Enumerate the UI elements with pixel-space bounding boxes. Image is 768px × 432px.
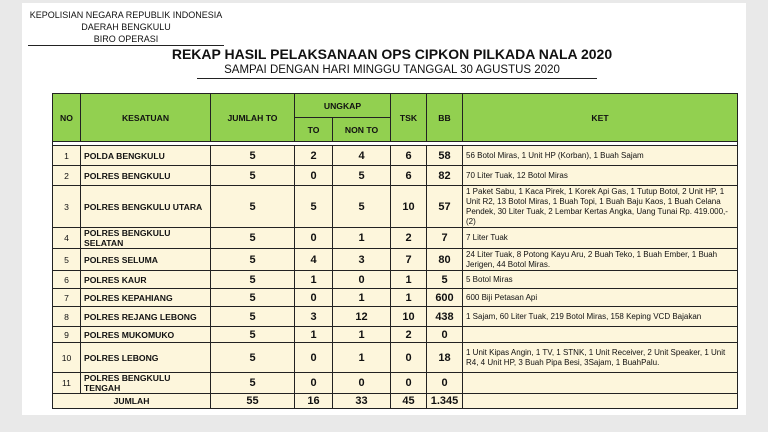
cell-tsk: 0 bbox=[391, 373, 427, 394]
cell-ket: 600 Biji Petasan Api bbox=[463, 289, 738, 307]
cell-non-to: 5 bbox=[333, 166, 391, 186]
document-title: REKAP HASIL PELAKSANAAN OPS CIPKON PILKADA NALA 2020 bbox=[171, 46, 613, 62]
org-line-2: DAERAH BENGKULU bbox=[81, 22, 171, 32]
table-row bbox=[53, 146, 738, 166]
cell-to: 0 bbox=[295, 343, 333, 373]
organization-header bbox=[28, 9, 224, 46]
total-bb: 1.345 bbox=[427, 394, 463, 409]
cell-non-to: 1 bbox=[333, 343, 391, 373]
cell-to: 0 bbox=[295, 228, 333, 249]
cell-kesatuan: POLRES LEBONG bbox=[81, 343, 211, 373]
total-tsk: 45 bbox=[391, 394, 427, 409]
cell-no: 10 bbox=[53, 343, 81, 373]
cell-tsk: 2 bbox=[391, 228, 427, 249]
cell-non-to: 5 bbox=[333, 186, 391, 228]
cell-no: 2 bbox=[53, 166, 81, 186]
cell-no: 7 bbox=[53, 289, 81, 307]
cell-non-to: 1 bbox=[333, 228, 391, 249]
cell-no: 8 bbox=[53, 307, 81, 327]
cell-jumlah-to: 5 bbox=[211, 228, 295, 249]
cell-ket: 1 Unit Kipas Angin, 1 TV, 1 STNK, 1 Unit Receiver, 2 Unit Speaker, 1 Unit R4, 4 Unit HP, 3 Buah Pipa Besi, 3Sajam, 1 BuahPalu. bbox=[463, 343, 738, 373]
cell-bb: 0 bbox=[427, 373, 463, 394]
cell-no: 9 bbox=[53, 327, 81, 343]
header-jumlah-to: JUMLAH TO bbox=[211, 94, 295, 142]
cell-bb: 5 bbox=[427, 271, 463, 289]
document-subtitle: SAMPAI DENGAN HARI MINGGU TANGGAL 30 AGUSTUS 2020 bbox=[224, 64, 560, 76]
cell-jumlah-to: 5 bbox=[211, 249, 295, 271]
cell-non-to: 12 bbox=[333, 307, 391, 327]
total-to: 16 bbox=[295, 394, 333, 409]
header-ungkap: UNGKAP bbox=[295, 94, 391, 118]
cell-tsk: 6 bbox=[391, 146, 427, 166]
cell-no: 1 bbox=[53, 146, 81, 166]
cell-bb: 0 bbox=[427, 327, 463, 343]
cell-kesatuan: POLRES KEPAHIANG bbox=[81, 289, 211, 307]
cell-non-to: 1 bbox=[333, 327, 391, 343]
cell-jumlah-to: 5 bbox=[211, 373, 295, 394]
header-non-to: NON TO bbox=[333, 118, 391, 142]
table-body bbox=[53, 142, 738, 394]
cell-kesatuan: POLRES BENGKULU UTARA bbox=[81, 186, 211, 228]
cell-ket: 1 Paket Sabu, 1 Kaca Pirek, 1 Korek Api Gas, 1 Tutup Botol, 2 Unit HP, 1 Unit R2, 13 Botol Miras, 1 Buah Topi, 1 Buah Baju Kaos, 1 Buah Celana Pendek, 30 Liter Tuak, 2 Lembar Kertas Angka, Uang Tunai Rp. 419.000,- (2) bbox=[463, 186, 738, 228]
cell-bb: 58 bbox=[427, 146, 463, 166]
cell-jumlah-to: 5 bbox=[211, 289, 295, 307]
cell-to: 1 bbox=[295, 327, 333, 343]
subtitle-underline bbox=[197, 78, 597, 79]
cell-tsk: 6 bbox=[391, 166, 427, 186]
cell-ket bbox=[463, 373, 738, 394]
cell-kesatuan: POLRES REJANG LEBONG bbox=[81, 307, 211, 327]
total-row bbox=[53, 394, 738, 409]
cell-kesatuan: POLRES BENGKULU SELATAN bbox=[81, 228, 211, 249]
cell-bb: 80 bbox=[427, 249, 463, 271]
cell-to: 3 bbox=[295, 307, 333, 327]
header-bb: BB bbox=[427, 94, 463, 142]
table-row bbox=[53, 249, 738, 271]
header-kesatuan: KESATUAN bbox=[81, 94, 211, 142]
table-row bbox=[53, 307, 738, 327]
table-row bbox=[53, 166, 738, 186]
cell-ket: 70 Liter Tuak, 12 Botol Miras bbox=[463, 166, 738, 186]
cell-jumlah-to: 5 bbox=[211, 271, 295, 289]
header-ket: KET bbox=[463, 94, 738, 142]
header-no: NO bbox=[53, 94, 81, 142]
org-line-1: KEPOLISIAN NEGARA REPUBLIK INDONESIA bbox=[29, 10, 223, 20]
cell-ket bbox=[463, 327, 738, 343]
cell-kesatuan: POLRES SELUMA bbox=[81, 249, 211, 271]
cell-ket: 56 Botol Miras, 1 Unit HP (Korban), 1 Buah Sajam bbox=[463, 146, 738, 166]
cell-kesatuan: POLRES BENGKULU TENGAH bbox=[81, 373, 211, 394]
cell-tsk: 0 bbox=[391, 343, 427, 373]
cell-jumlah-to: 5 bbox=[211, 146, 295, 166]
table-header bbox=[53, 94, 738, 142]
cell-bb: 18 bbox=[427, 343, 463, 373]
cell-ket: 1 Sajam, 60 Liter Tuak, 219 Botol Miras, 158 Keping VCD Bajakan bbox=[463, 307, 738, 327]
cell-ket: 7 Liter Tuak bbox=[463, 228, 738, 249]
org-line-3: BIRO OPERASI bbox=[28, 33, 224, 46]
cell-ket: 24 Liter Tuak, 8 Potong Kayu Aru, 2 Buah Teko, 1 Buah Ember, 1 Buah Jerigen, 44 Botol Miras. bbox=[463, 249, 738, 271]
table-row bbox=[53, 327, 738, 343]
cell-to: 0 bbox=[295, 289, 333, 307]
cell-kesatuan: POLDA BENGKULU bbox=[81, 146, 211, 166]
total-non-to: 33 bbox=[333, 394, 391, 409]
cell-kesatuan: POLRES BENGKULU bbox=[81, 166, 211, 186]
cell-to: 0 bbox=[295, 373, 333, 394]
cell-tsk: 10 bbox=[391, 186, 427, 228]
cell-non-to: 0 bbox=[333, 373, 391, 394]
cell-tsk: 10 bbox=[391, 307, 427, 327]
cell-bb: 57 bbox=[427, 186, 463, 228]
cell-bb: 438 bbox=[427, 307, 463, 327]
table-row bbox=[53, 343, 738, 373]
cell-bb: 600 bbox=[427, 289, 463, 307]
cell-to: 4 bbox=[295, 249, 333, 271]
header-tsk: TSK bbox=[391, 94, 427, 142]
cell-no: 3 bbox=[53, 186, 81, 228]
cell-bb: 82 bbox=[427, 166, 463, 186]
table-row bbox=[53, 228, 738, 249]
cell-tsk: 1 bbox=[391, 271, 427, 289]
cell-to: 5 bbox=[295, 186, 333, 228]
header-to: TO bbox=[295, 118, 333, 142]
cell-no: 5 bbox=[53, 249, 81, 271]
table-footer bbox=[53, 394, 738, 409]
cell-jumlah-to: 5 bbox=[211, 307, 295, 327]
cell-to: 2 bbox=[295, 146, 333, 166]
cell-kesatuan: POLRES MUKOMUKO bbox=[81, 327, 211, 343]
cell-kesatuan: POLRES KAUR bbox=[81, 271, 211, 289]
total-label: JUMLAH bbox=[53, 394, 211, 409]
table-row bbox=[53, 289, 738, 307]
cell-to: 1 bbox=[295, 271, 333, 289]
document-sheet bbox=[22, 3, 746, 415]
table-row bbox=[53, 271, 738, 289]
cell-non-to: 1 bbox=[333, 289, 391, 307]
cell-non-to: 4 bbox=[333, 146, 391, 166]
total-ket bbox=[463, 394, 738, 409]
cell-jumlah-to: 5 bbox=[211, 186, 295, 228]
cell-tsk: 2 bbox=[391, 327, 427, 343]
total-jumlah-to: 55 bbox=[211, 394, 295, 409]
cell-tsk: 7 bbox=[391, 249, 427, 271]
cell-tsk: 1 bbox=[391, 289, 427, 307]
table-row bbox=[53, 186, 738, 228]
cell-ket: 5 Botol Miras bbox=[463, 271, 738, 289]
cell-jumlah-to: 5 bbox=[211, 343, 295, 373]
cell-non-to: 0 bbox=[333, 271, 391, 289]
cell-no: 6 bbox=[53, 271, 81, 289]
cell-jumlah-to: 5 bbox=[211, 327, 295, 343]
cell-no: 4 bbox=[53, 228, 81, 249]
cell-jumlah-to: 5 bbox=[211, 166, 295, 186]
rekap-table bbox=[52, 93, 738, 409]
cell-no: 11 bbox=[53, 373, 81, 394]
cell-to: 0 bbox=[295, 166, 333, 186]
cell-non-to: 3 bbox=[333, 249, 391, 271]
table-row bbox=[53, 373, 738, 394]
cell-bb: 7 bbox=[427, 228, 463, 249]
